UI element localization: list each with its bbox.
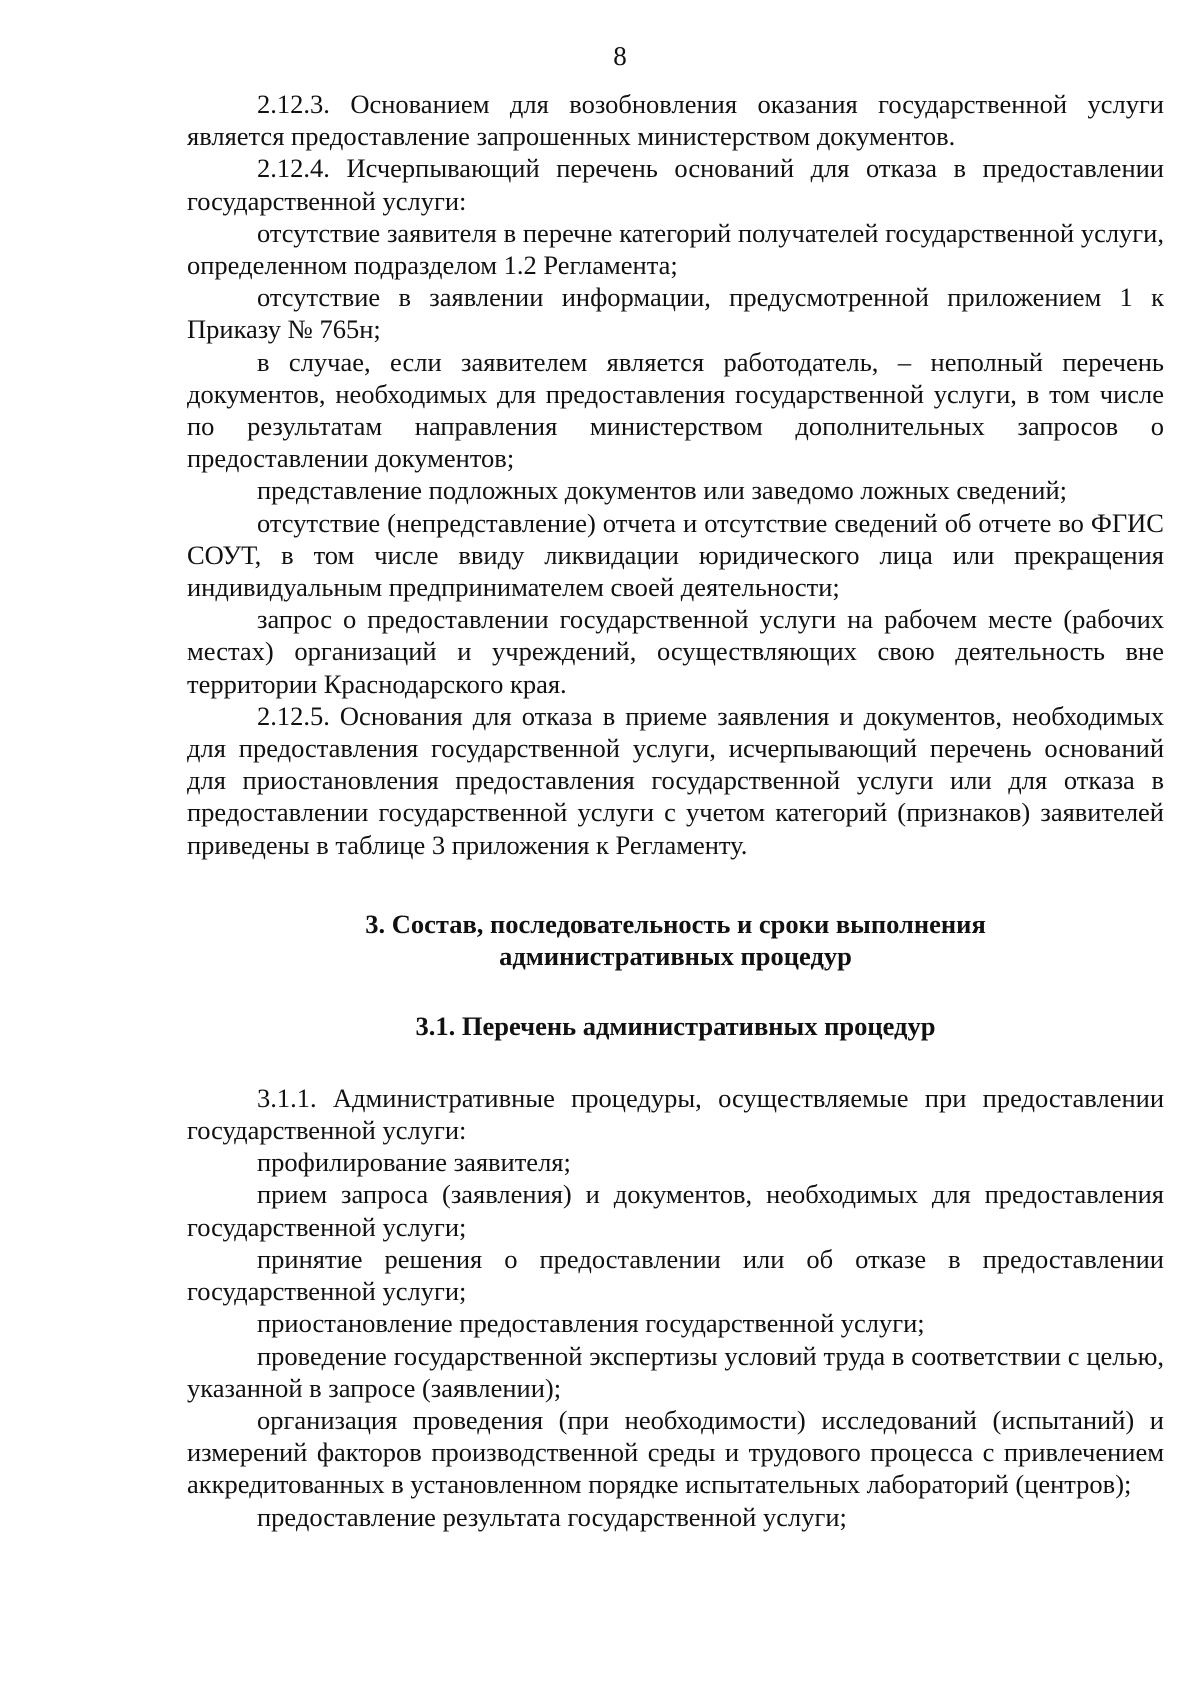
- list-item-procedure-4: приостановление предоставления государственной услуги;: [257, 1308, 925, 1339]
- list-item-refusal-1: отсутствие заявителя в перечне категорий получателей государственной услуги, определенном подразделом 1.2 Регламента;: [187, 217, 1164, 281]
- paragraph-2-12-5: 2.12.5. Основания для отказа в приеме заявления и документов, необходимых для предоставления государственной услуги, исчерпывающий перечень оснований для приостановления предоставления государственной услуги или для отказа в предоставлении государственной услуги с учетом категорий (признаков) заявителей приведены в таблице 3 приложения к Регламенту.: [187, 700, 1164, 860]
- list-item-procedure-2: прием запроса (заявления) и документов, необходимых для предоставления государственной услуги;: [187, 1179, 1164, 1242]
- section-heading-line-2: административных процедур: [499, 940, 852, 971]
- list-item-procedure-3: принятие решения о предоставлении или об отказе в предоставлении государственной услуги;: [187, 1243, 1164, 1307]
- list-item-refusal-3: в случае, если заявителем является работодатель, – неполный перечень документов, необходимых для предоставления государственной услуги, в том числе по результатам направления министерством дополнительных запросов о предоставлении документов;: [187, 346, 1164, 474]
- list-item-procedure-7: предоставление результата государственной услуги;: [257, 1501, 847, 1532]
- section-heading-line-1: 3. Состав, последовательность и сроки выполнения: [365, 908, 986, 939]
- list-item-refusal-6: запрос о предоставлении государственной услуги на рабочем месте (рабочих местах) организаций и учреждений, осуществляющих свою деятельность вне территории Краснодарского края.: [187, 604, 1164, 699]
- paragraph-2-12-4: 2.12.4. Исчерпывающий перечень оснований для отказа в предоставлении государственной услуги:: [187, 153, 1164, 216]
- list-item-procedure-5: проведение государственной экспертизы условий труда в соответствии с целью, указанной в запросе (заявлении);: [187, 1340, 1164, 1403]
- paragraph-2-12-3: 2.12.3. Основанием для возобновления оказания государственной услуги является предоставление запрошенных министерством документов.: [187, 89, 1164, 152]
- list-item-refusal-2: отсутствие в заявлении информации, предусмотренной приложением 1 к Приказу № 765н;: [187, 282, 1164, 345]
- paragraph-3-1-1: 3.1.1. Административные процедуры, осуществляемые при предоставлении государственной услуги:: [187, 1082, 1164, 1146]
- list-item-refusal-4: представление подложных документов или заведомо ложных сведений;: [257, 475, 1068, 506]
- section-heading-3: [187, 908, 1164, 972]
- list-item-refusal-5: отсутствие (непредставление) отчета и отсутствие сведений об отчете во ФГИС СОУТ, в том числе ввиду ликвидации юридического лица или прекращения индивидуальным предпринимателем своей деятельности;: [187, 507, 1164, 603]
- subsection-heading-3-1: 3.1. Перечень административных процедур: [415, 1010, 936, 1041]
- list-item-procedure-6: организация проведения (при необходимости) исследований (испытаний) и измерений факторов производственной среды и трудового процесса с привлечением аккредитованных в установленном порядке испытательных лабораторий (центров);: [187, 1404, 1164, 1500]
- list-item-procedure-1: профилирование заявителя;: [257, 1147, 571, 1178]
- page-number: 8: [613, 41, 627, 71]
- page-body: [187, 88, 1164, 1533]
